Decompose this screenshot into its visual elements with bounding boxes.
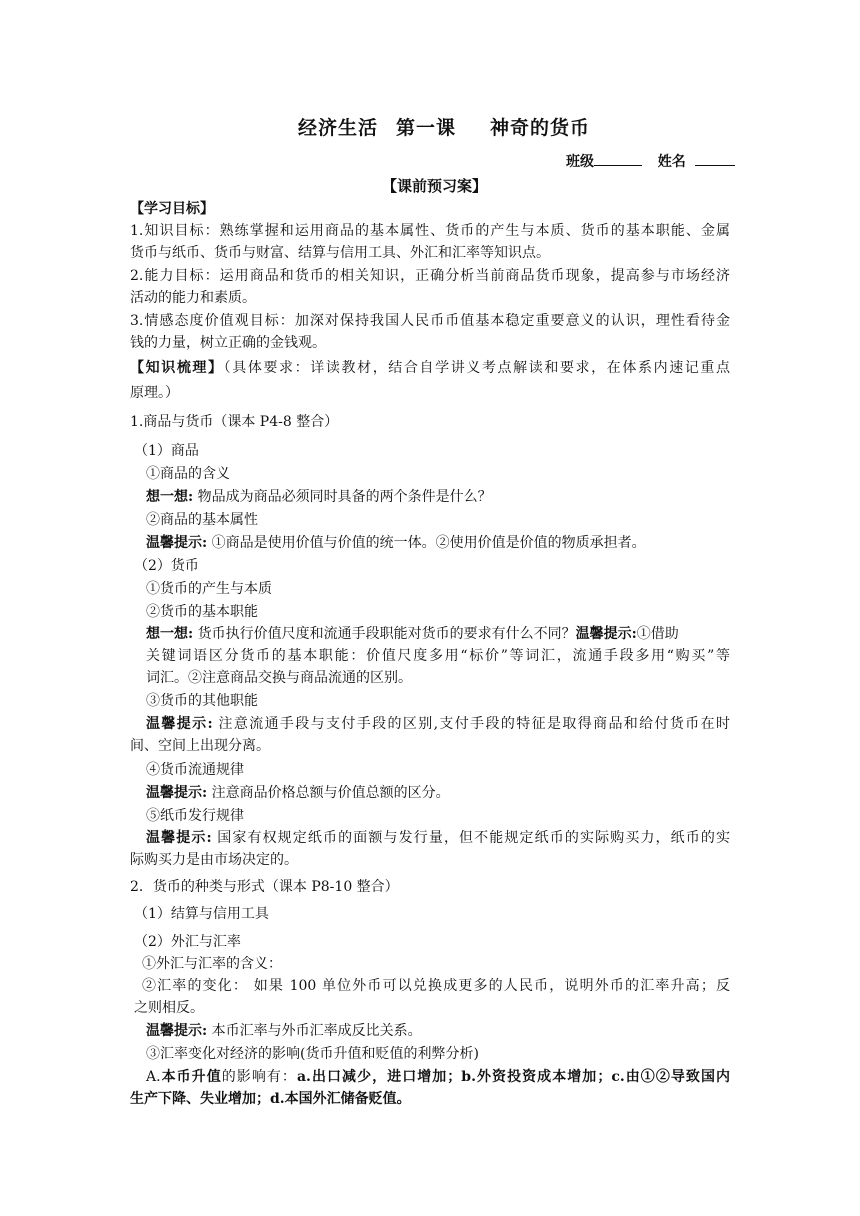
section-1-1: （1）商品 [134,443,199,459]
page-title [298,116,590,140]
A-rest: a.出口减少，进口增加；b.外资投资成本增加；c.由①②导致国内 [296,1069,731,1085]
tip-label: 温馨提示: [575,626,637,642]
section-1-2-a: ①货币的产生与本质 [146,581,272,597]
tip-text: 国家有权规定纸币的面额与发行量，但不能规定纸币的实际购买力，纸币的实 [217,830,731,846]
section-1-1-think [146,487,492,507]
section-1-2-d-tip [146,783,450,803]
class-blank[interactable] [594,151,642,166]
tip-text: 本币汇率与外币汇率成反比关系。 [211,1023,422,1039]
class-name-line [566,151,735,172]
section-1-2-tip-line-3: 词汇。②注意商品交换与商品流通的区别。 [146,670,412,686]
tip-text: 注意流通手段与支付手段的区别,支付手段的特征是取得商品和给付货币在时 [218,716,731,732]
tip-label: 温馨提示: [146,830,212,846]
section-1-2-c: ③货币的其他职能 [146,693,258,709]
section-2-2-b-line-2: 之则相反。 [134,1000,204,1016]
section-2-2-a: ①外汇与汇率的含义： [142,956,282,972]
review-requirement-line-2: 原理。） [130,385,179,401]
think-label: 想一想: [146,489,194,505]
section-1-2-e: ⑤纸币发行规律 [146,808,244,824]
preview-heading: 【课前预习案】 [382,177,488,195]
section-1-2-b: ②货币的基本职能 [146,604,258,620]
section-1-1-tip [146,533,646,553]
section-1-2-c-tip-line-2: 间、空间上出现分离。 [130,738,270,754]
tip-text: 注意商品价格总额与价值总额的区分。 [211,785,450,801]
objective-2-line-2: 活动的能力和素质。 [130,290,256,306]
review-requirement: （具体要求：详读教材，结合自学讲义考点解读和要求，在体系内速记重点 [223,360,731,376]
name-blank[interactable] [695,151,735,166]
think-label: 想一想: [146,626,194,642]
title-topic: 神奇的货币 [490,117,591,139]
objective-3-line-1: 3.情感态度价值观目标：加深对保持我国人民币币值基本稳定重要意义的认识，理性看待金 [130,313,730,329]
title-lesson: 第一课 [396,117,457,139]
section-2-title: 2．货币的种类与形式（课本 P8-10 整合） [130,879,399,895]
section-2-2-c-A-line-2: 生产下降、失业增加；d.本国外汇储备贬值。 [130,1091,411,1107]
A-mid: 的影响有： [221,1069,297,1085]
name-label: 姓名 [657,154,686,170]
section-1-title: 1.商品与货币（课本 P4-8 整合） [130,414,339,430]
think-text: 物品成为商品必须同时具备的两个条件是什么？ [197,489,492,505]
section-1-2: （2）货币 [134,558,199,574]
section-1-2-tip-line-2: 关键词语区分货币的基本职能：价值尺度多用“标价”等词汇，流通手段多用“购买”等 [146,648,730,664]
section-2-2-c: ③汇率变化对经济的影响(货币升值和贬值的利弊分析) [146,1046,479,1062]
tip-label: 温馨提示: [146,1023,208,1039]
section-2-2: （2）外汇与汇率 [134,934,241,950]
tip-label: 温馨提示: [146,535,208,551]
section-1-1-a: ①商品的含义 [146,466,230,482]
title-subject: 经济生活 [298,117,379,139]
section-2-1: （1）结算与信用工具 [134,906,269,922]
review-heading: 【知识梳理】 [130,360,224,376]
think-text: 货币执行价值尺度和流通手段职能对货币的要求有什么不同？ [197,626,576,642]
section-1-2-c-tip-line-1 [146,714,730,734]
objective-1-line-2: 货币与纸币、货币与财富、结算与信用工具、外汇和汇率等知识点。 [130,245,550,261]
objectives-heading: 【学习目标】 [130,201,214,217]
section-1-2-think-line-1 [146,624,679,644]
section-1-2-d: ④货币流通规律 [146,762,244,778]
objective-1-line-1: 1.知识目标：熟练掌握和运用商品的基本属性、货币的产生与本质、货币的基本职能、金属 [130,223,730,239]
objective-3-line-2: 钱的力量，树立正确的金钱观。 [130,335,326,351]
section-1-2-e-tip-line-1 [146,828,730,848]
section-1-1-b: ②商品的基本属性 [146,512,258,528]
tip-text: ①商品是使用价值与价值的统一体。②使用价值是价值的物质承担者。 [211,535,646,551]
section-2-2-c-A-line-1 [146,1067,730,1087]
section-1-2-e-tip-line-2: 际购买力是由市场决定的。 [130,852,298,868]
section-2-2-b-tip [146,1021,422,1041]
section-2-2-b-line-1: ②汇率的变化： 如果 100 单位外币可以兑换成更多的人民币，说明外币的汇率升高；反 [142,978,730,994]
A-bold: 本币升值 [160,1069,222,1085]
tip-label: 温馨提示: [146,716,213,732]
tip-label: 温馨提示: [146,785,208,801]
A-prefix: A. [146,1069,161,1085]
class-label: 班级 [566,154,594,170]
objective-2-line-1: 2.能力目标：运用商品和货币的相关知识，正确分析当前商品货币现象，提高参与市场经济 [130,268,730,284]
review-requirement-line-1 [130,358,730,378]
tip-text-start: ①借助 [636,626,679,642]
